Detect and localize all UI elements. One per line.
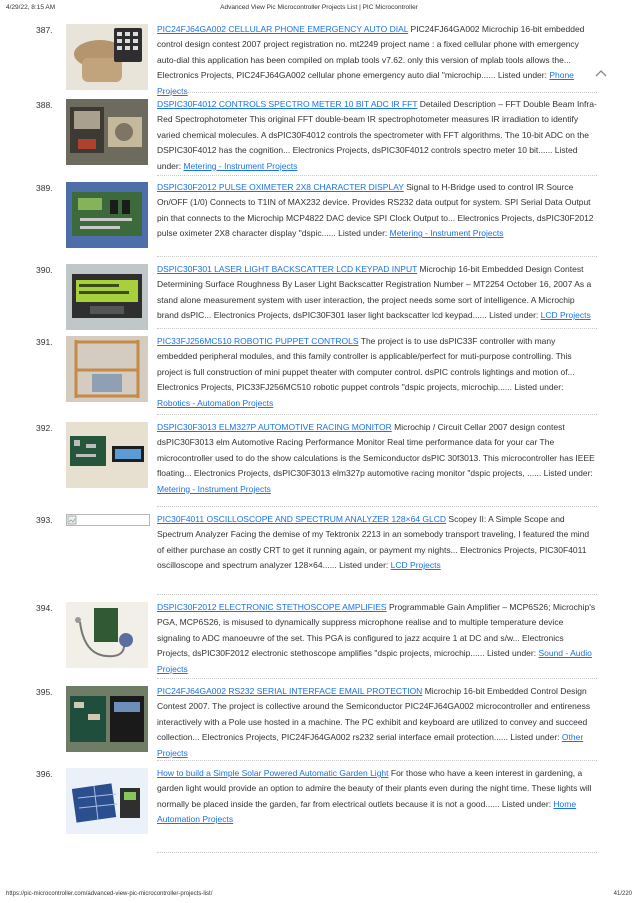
entry-divider <box>157 92 597 93</box>
entry-divider <box>157 594 597 595</box>
project-thumbnail[interactable] <box>66 182 148 248</box>
project-description: Signal to H-Bridge used to control IR Source On/OFF (1/0) Connects to T1IN of MAX232 device. Provides RS232 data output for system. SPI Serial Data Output pin that connects to the Microchip MCP4822 DAC device SPI Clock Output to... Electronics Projects, dsPIC30F2012 pulse oximeter 2X8 character display "dspic...... Listed under: <box>157 182 594 239</box>
category-link[interactable]: Other Projects <box>157 732 584 758</box>
entry-number: 389. <box>36 183 53 193</box>
project-description: The project is to use dsPIC33F controller with many embedded peripheral modules, and this family controller is applicable/perfect for muti-purpose controlling. This project is full construction of mini puppet theater with computer control. dsPIC controls lightings and motion of... Electronics Projects, PIC33FJ256MC510 robotic puppet controls "dspic projects, microchip...... Listed under: <box>157 336 575 393</box>
project-thumbnail[interactable] <box>66 24 148 90</box>
project-thumbnail[interactable] <box>66 99 148 165</box>
entry-text <box>157 180 597 242</box>
project-title-link[interactable]: DSPIC30F4012 CONTROLS SPECTRO METER 10 BIT ADC IR FFT <box>157 99 418 109</box>
entry-number: 388. <box>36 100 53 110</box>
project-thumbnail[interactable] <box>66 264 148 330</box>
entry-text <box>157 22 597 99</box>
print-header <box>0 0 638 14</box>
entry-text <box>157 766 597 828</box>
print-footer <box>0 889 638 903</box>
project-title-link[interactable]: DSPIC30F301 LASER LIGHT BACKSCATTER LCD KEYPAD INPUT <box>157 264 418 274</box>
category-link[interactable]: LCD Projects <box>540 310 591 321</box>
entry-text <box>157 684 597 761</box>
project-description: Microchip / Circuit Cellar 2007 design contest dsPIC30F3013 elm Automotive Racing Performance Monitor Real time performance data for your car The microcontroller used to do the show calculations is the Semiconductor dsPIC 30f3013. This microcontroller has IEEE floating... Electronics Projects, dsPIC30F3013 elm327p automotive racing monitor "dspic projects, ...... Listed under: <box>157 422 595 479</box>
entry-text <box>157 600 597 677</box>
category-link[interactable]: Sound - Audio Projects <box>157 648 592 674</box>
entry-divider <box>157 328 597 329</box>
project-description: For those who have a keen interest in gardening, a garden light would provide an option to admire the beauty of their plants even during the night time. These lights will normally be placed inside the garden, far from electrical outlets because it is not a good...... Listed under: <box>157 768 592 809</box>
entry-number: 391. <box>36 337 53 347</box>
entry-divider <box>157 852 597 853</box>
category-link[interactable]: Phone Projects <box>157 70 574 96</box>
project-description: PIC24FJ64GA002 Microchip 16-bit embedded control design contest 2007 project registration no. mt2249 project name : a fixed cellular phone with emergency auto-dial this application has been compiled on mplab tools v7.62. only this version of mplab tools allows the... Electronics Projects, PIC24FJ64GA002 cellular phone emergency auto dial "microchip...... Listed under: <box>157 24 585 81</box>
entry-text <box>157 262 597 324</box>
project-thumbnail[interactable] <box>66 686 148 752</box>
project-description: Microchip 16-bit Embedded Design Contest Determining Surface Roughness By Laser Light Backscatter Registration Number – MT2254 October 16, 2007 As a stand alone measurement system with user interaction, the project needs some sort of intelligence. A Microchip brand dsPIC... Electronics Projects, dsPIC30F301 laser light backscatter lcd keypad...... Listed under: <box>157 264 592 321</box>
print-url: https://pic-microcontroller.com/advanced-view-pic-microcontroller-projects-list/ <box>6 891 213 897</box>
project-thumbnail[interactable] <box>66 602 148 668</box>
broken-image-icon <box>66 514 150 526</box>
project-title-link[interactable]: PIC24FJ64GA002 CELLULAR PHONE EMERGENCY AUTO DIAL <box>157 24 409 34</box>
entry-divider <box>157 175 597 176</box>
category-link[interactable]: Metering - Instrument Projects <box>157 483 271 494</box>
project-title-link[interactable]: DSPIC30F2012 ELECTRONIC STETHOSCOPE AMPLIFIES <box>157 602 387 612</box>
entry-text <box>157 420 597 497</box>
project-description: Microchip 16-bit Embedded Control Design Contest 2007. The project is collective around the Semiconductor PIC24FJ64GA002 microcontroller and entireness interactively with a Pole use hosted in a machine. The PC exhibit and keyboard are utilized to convey and succeed collection... Electronics Projects, PIC24FJ64GA002 rs232 serial interface email protection...... Listed under: <box>157 686 591 743</box>
category-link[interactable]: Home Automation Projects <box>157 798 577 825</box>
entry-number: 387. <box>36 25 53 35</box>
category-link[interactable]: LCD Projects <box>390 560 441 571</box>
entry-divider <box>157 760 597 761</box>
project-title-link[interactable]: DSPIC30F3013 ELM327P AUTOMOTIVE RACING MONITOR <box>157 422 392 432</box>
project-thumbnail[interactable] <box>66 422 148 488</box>
entry-divider <box>157 678 597 679</box>
entry-text <box>157 512 597 574</box>
print-page-title: Advanced View Pic Microcontroller Projects List | PIC Microcontroller <box>220 4 418 11</box>
entry-divider <box>157 256 597 257</box>
entry-number: 392. <box>36 423 53 433</box>
print-page-number: 41/220 <box>613 891 632 897</box>
entry-divider <box>157 506 597 507</box>
category-link[interactable]: Robotics - Automation Projects <box>157 397 274 408</box>
print-datetime: 4/29/22, 8:15 AM <box>6 4 56 11</box>
project-description: Scopey II: A Simple Scope and Spectrum Analyzer Facing the demise of my Tektronix 2213 in an somebody transport traveling, I featured the mind of either purchase an costly CRT to get it running again, or payment my nights... Electronics Projects, PIC30F4011 oscilloscope and spectrum analyzer 128×64...... Listed under: <box>157 514 590 571</box>
category-link[interactable]: Metering - Instrument Projects <box>389 228 504 239</box>
project-thumbnail[interactable] <box>66 768 148 834</box>
project-title-link[interactable]: PIC24FJ64GA002 RS232 SERIAL INTERFACE EMAIL PROTECTION <box>157 686 423 696</box>
entry-number: 394. <box>36 603 53 613</box>
project-title-link[interactable]: DSPIC30F2012 PULSE OXIMETER 2X8 CHARACTER DISPLAY <box>157 182 404 192</box>
category-link[interactable]: Metering - Instrument Projects <box>183 160 298 171</box>
project-description: Detailed Description – FFT Double Beam Infra-Red Spectrophotometer This original FFT double-beam IR spectrophotometer measures IR irradiation to identify varied chemical molecules. A dsPIC30F4012 controls the spectrometer with FFT algorithms. The 10-bit ADC on the DSPIC30F4012 has the cognition... Electronics Projects, dsPIC30F4012 controls spectro meter 10 bit...... Listed under: <box>157 99 597 171</box>
entry-text <box>157 334 597 411</box>
entry-number: 393. <box>36 515 53 525</box>
entry-number: 395. <box>36 687 53 697</box>
entry-number: 396. <box>36 769 53 779</box>
project-description: Programmable Gain Amplifier – MCP6S26; Microchip's PGA, MCP6S26, is misused to dynamically suppress microphone realise and to multiple temperature device signaling to ADC manoeuvre of the set. This PGA is configured to jazz acquire 1 at DC and s/w... Electronics Projects, dsPIC30F2012 electronic stethoscope amplifies "dspic projects, microchip...... Listed under: <box>157 602 596 659</box>
entry-number: 390. <box>36 265 53 275</box>
entry-text <box>157 97 597 174</box>
project-title-link[interactable]: PIC33FJ256MC510 ROBOTIC PUPPET CONTROLS <box>157 336 359 346</box>
project-title-link[interactable]: How to build a Simple Solar Powered Automatic Garden Light <box>157 768 389 778</box>
entry-divider <box>157 414 597 415</box>
project-thumbnail[interactable] <box>66 336 148 402</box>
project-title-link[interactable]: PIC30F4011 OSCILLOSCOPE AND SPECTRUM ANALYZER 128×64 GLCD <box>157 514 447 524</box>
